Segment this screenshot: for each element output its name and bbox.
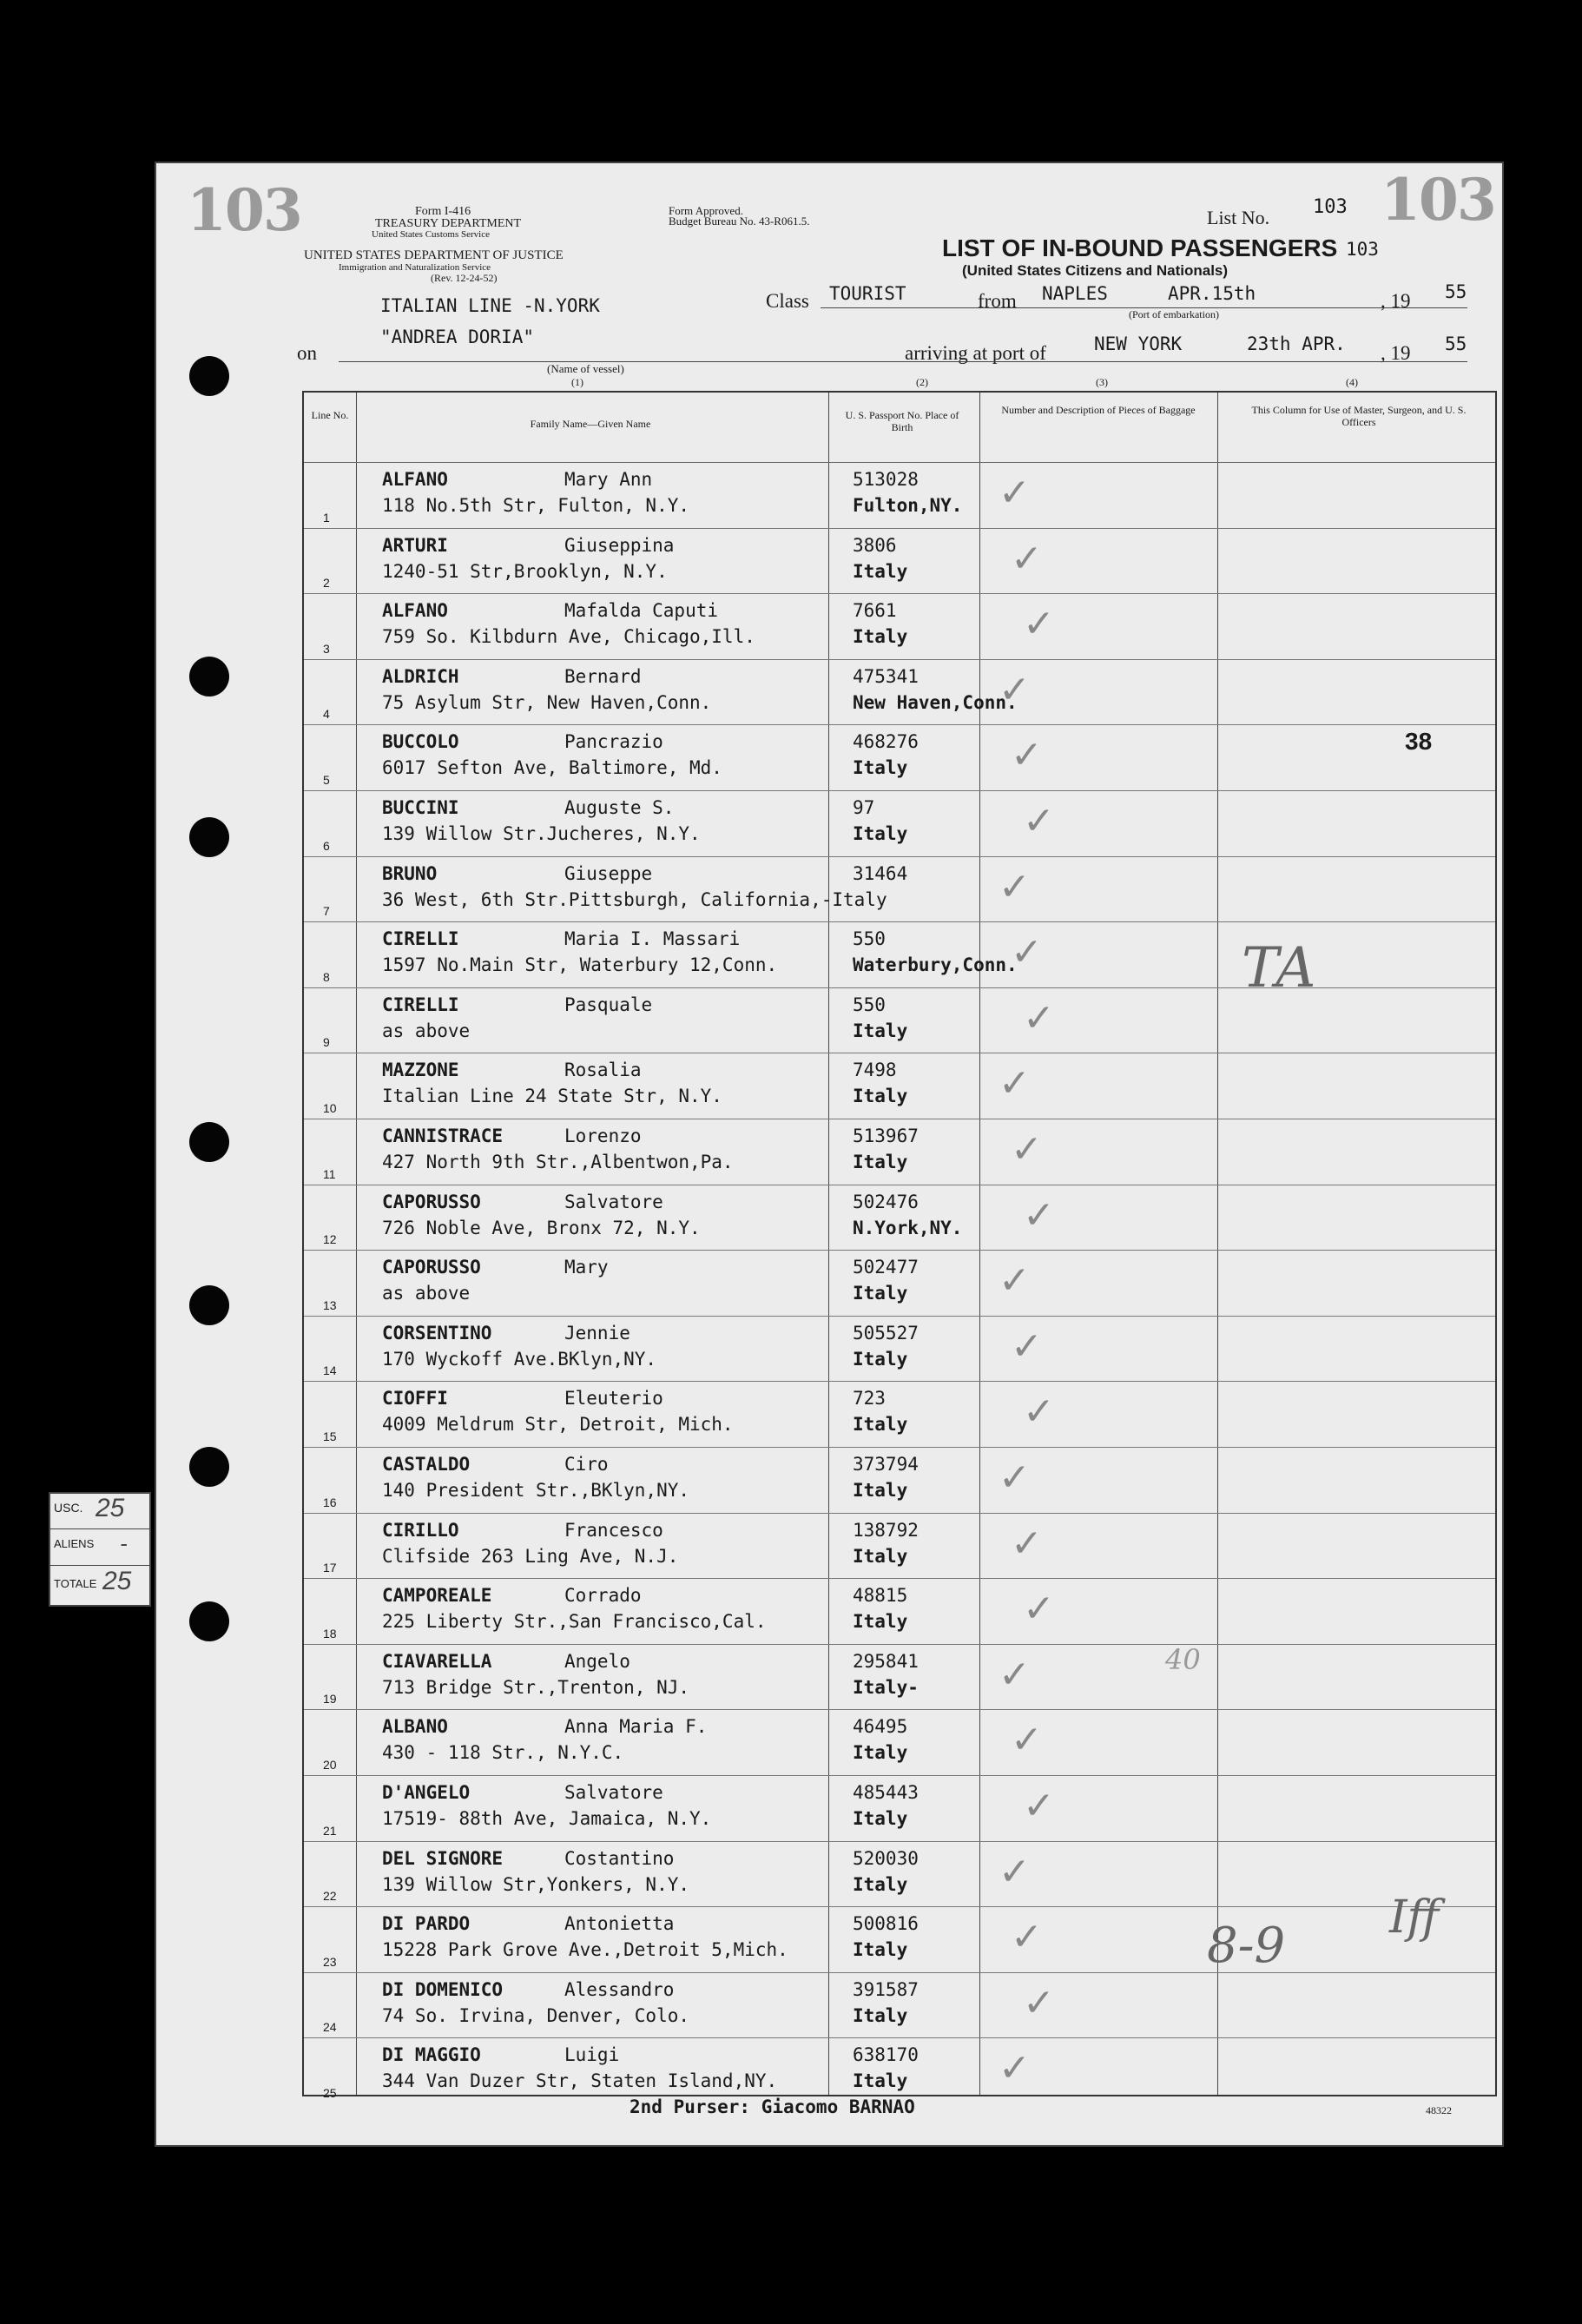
check-mark-icon: ✓: [999, 1258, 1031, 1304]
passport-number: 31464: [853, 862, 908, 884]
passport-number: 520030: [853, 1847, 919, 1869]
family-name: CIAVARELLA: [382, 1650, 492, 1672]
check-mark-icon: ✓: [1011, 733, 1043, 778]
family-name: MAZZONE: [382, 1060, 459, 1081]
place-of-birth: Italy: [853, 2004, 908, 2026]
table-row: [304, 1185, 1495, 1251]
passport-number: 475341: [853, 665, 919, 687]
check-mark-icon: ✓: [1023, 1980, 1055, 2025]
table-row: [304, 1447, 1495, 1514]
passport-number: 373794: [853, 1454, 919, 1475]
family-name: BUCCOLO: [382, 731, 459, 753]
line-number: 21: [323, 1823, 337, 1838]
on-label: on: [297, 342, 317, 364]
line-number: 18: [323, 1626, 337, 1641]
family-name: ARTURI: [382, 534, 448, 556]
line-number: 24: [323, 2020, 337, 2035]
address: as above: [382, 1020, 471, 1041]
line-number: 23: [323, 1954, 337, 1969]
address: 75 Asylum Str, New Haven,Conn.: [382, 691, 712, 713]
passport-number: 97: [853, 797, 875, 818]
check-mark-icon: ✓: [999, 864, 1031, 909]
dept-treasury-sub: United States Customs Service: [372, 229, 490, 240]
line-number: 13: [323, 1297, 337, 1312]
table-row: [304, 921, 1495, 988]
check-mark-icon: ✓: [999, 2046, 1031, 2091]
arrival-underline: [339, 361, 1467, 362]
embark-caption: (Port of embarkation): [1129, 308, 1219, 320]
passport-number: 295841: [853, 1650, 919, 1672]
family-name: DI PARDO: [382, 1913, 471, 1935]
place-of-birth: Fulton,NY.: [853, 495, 963, 516]
place-of-birth: Waterbury,Conn.: [853, 954, 1018, 976]
address: 15228 Park Grove Ave.,Detroit 5,Mich.: [382, 1939, 788, 1961]
table-row: [304, 1709, 1495, 1776]
side-number-annotation: 40: [1165, 1643, 1201, 1676]
travel-class: TOURIST: [829, 283, 906, 304]
arrival-date: 23th APR.: [1247, 333, 1346, 354]
given-name: Francesco: [564, 1519, 663, 1541]
line-number: 12: [323, 1232, 337, 1247]
check-mark-icon: ✓: [999, 1061, 1031, 1106]
from-date: APR.15th: [1168, 283, 1256, 304]
family-name: CANNISTRACE: [382, 1126, 504, 1146]
family-name: CAPORUSSO: [382, 1191, 481, 1212]
place-of-birth: Italy: [853, 757, 908, 779]
check-mark-icon: ✓: [999, 1849, 1031, 1894]
given-name: Alessandro: [564, 1978, 675, 2000]
table-row: [304, 528, 1495, 595]
place-of-birth: Italy: [853, 823, 908, 844]
family-name: CAPORUSSO: [382, 1257, 481, 1278]
passenger-rows: [304, 462, 1495, 2100]
address: 344 Van Duzer Str, Staten Island,NY.: [382, 2070, 778, 2092]
line-number: 1: [323, 510, 330, 525]
address: 139 Willow Str,Yonkers, N.Y.: [382, 1873, 690, 1895]
form-revision: (Rev. 12-24-52): [431, 272, 498, 284]
line-number: 5: [323, 772, 330, 787]
passenger-table: [302, 391, 1497, 2100]
purser-line: 2nd Purser: Giacomo BARNAO: [630, 2096, 915, 2117]
check-mark-icon: ✓: [1011, 536, 1043, 581]
family-name: DI DOMENICO: [382, 1978, 504, 2000]
tally-box: [49, 1492, 151, 1607]
place-of-birth: Italy: [853, 1611, 908, 1633]
vessel-name: "ANDREA DORIA": [380, 327, 535, 347]
address: 713 Bridge Str.,Trenton, NJ.: [382, 1676, 690, 1698]
place-of-birth: Italy: [853, 1152, 908, 1172]
given-name: Maria I. Massari: [564, 928, 741, 950]
vessel-caption: (Name of vessel): [547, 362, 624, 375]
given-name: Pancrazio: [564, 731, 663, 753]
given-name: Luigi: [564, 2044, 620, 2066]
from-label: from: [978, 290, 1017, 312]
check-mark-icon: ✓: [1011, 1915, 1043, 1960]
line-number: 14: [323, 1363, 337, 1378]
budget-bureau: Budget Bureau No. 43-R061.5.: [669, 215, 810, 228]
address: Italian Line 24 State Str, N.Y.: [382, 1086, 722, 1107]
col-header-line-no: Line No.: [311, 409, 349, 421]
family-name: ALFANO: [382, 469, 448, 490]
given-name: Pasquale: [564, 994, 653, 1015]
place-of-birth: Italy-: [853, 1676, 919, 1698]
address: 430 - 118 Str., N.Y.C.: [382, 1742, 624, 1764]
tally-divider: [50, 1565, 149, 1566]
table-row: [304, 462, 1495, 529]
check-mark-icon: ✓: [1023, 1390, 1055, 1435]
page-stamp-left: 103: [187, 176, 301, 244]
check-mark-icon: ✓: [1011, 1718, 1043, 1763]
binder-hole: [189, 1601, 229, 1641]
address: 118 No.5th Str, Fulton, N.Y.: [382, 495, 690, 516]
table-row: [304, 1775, 1495, 1842]
line-number: 22: [323, 1889, 337, 1904]
passport-number: 502476: [853, 1191, 919, 1212]
place-of-birth: New Haven,Conn.: [853, 691, 1018, 713]
given-name: Antonietta: [564, 1913, 675, 1935]
signature-annotation: Iff: [1389, 1892, 1440, 1944]
address: 1240-51 Str,Brooklyn, N.Y.: [382, 560, 668, 582]
vessel-caption-num: (1): [571, 376, 583, 388]
arriving-label: arriving at port of: [905, 342, 1046, 364]
address: 17519- 88th Ave, Jamaica, N.Y.: [382, 1808, 712, 1829]
family-name: CASTALDO: [382, 1454, 471, 1475]
given-name: Mafalda Caputi: [564, 600, 719, 622]
address: 139 Willow Str.Jucheres, N.Y.: [382, 823, 701, 844]
binder-hole: [189, 1447, 229, 1487]
address: 36 West, 6th Str.Pittsburgh, California,-Italy: [382, 888, 887, 910]
place-of-birth: Italy: [853, 1742, 908, 1764]
address: Clifside 263 Ling Ave, N.J.: [382, 1545, 679, 1567]
given-name: Rosalia: [564, 1060, 642, 1081]
page-marks-annotation: 8-9: [1207, 1918, 1286, 1974]
table-row: [304, 1841, 1495, 1908]
table-row: [304, 593, 1495, 660]
check-mark-icon: ✓: [999, 667, 1031, 712]
family-name: DI MAGGIO: [382, 2044, 481, 2066]
check-mark-icon: ✓: [1023, 1587, 1055, 1632]
address: 140 President Str.,BKlyn,NY.: [382, 1480, 690, 1501]
passport-col-num: (2): [916, 376, 928, 388]
passport-number: 502477: [853, 1257, 919, 1278]
address: 4009 Meldrum Str, Detroit, Mich.: [382, 1414, 734, 1436]
from-year-prefix: , 19: [1381, 290, 1411, 312]
place-of-birth: N.York,NY.: [853, 1217, 963, 1238]
usc-count: 25: [96, 1494, 125, 1522]
place-of-birth: Italy: [853, 1545, 908, 1567]
binder-hole: [189, 1285, 229, 1325]
family-name: CIRELLI: [382, 928, 459, 950]
list-number: 103: [1313, 196, 1348, 218]
list-label: List No.: [1207, 207, 1270, 228]
passport-number: 638170: [853, 2044, 919, 2066]
binder-hole: [189, 657, 229, 697]
place-of-birth: Italy: [853, 1939, 908, 1961]
dept-treasury: TREASURY DEPARTMENT: [375, 217, 522, 230]
line-number: 3: [323, 641, 330, 656]
place-of-birth: Italy: [853, 1020, 908, 1041]
address: 74 So. Irvina, Denver, Colo.: [382, 2004, 690, 2026]
check-mark-icon: ✓: [1023, 1784, 1055, 1828]
place-of-birth: Italy: [853, 626, 908, 648]
form-subtitle: (United States Citizens and Nationals): [962, 262, 1229, 279]
line-number: 19: [323, 1692, 337, 1707]
place-of-birth: Italy: [853, 560, 908, 582]
table-row: [304, 1053, 1495, 1119]
initials-annotation: TA: [1242, 936, 1316, 1000]
table-row: [304, 724, 1495, 791]
given-name: Giuseppe: [564, 862, 653, 884]
table-row: [304, 1906, 1495, 1973]
total-count: 25: [102, 1567, 132, 1595]
given-name: Angelo: [564, 1650, 630, 1672]
family-name: ALBANO: [382, 1716, 448, 1738]
officers-col-num: (4): [1346, 376, 1358, 388]
family-name: ALFANO: [382, 600, 448, 622]
given-name: Salvatore: [564, 1782, 663, 1803]
given-name: Ciro: [564, 1454, 609, 1475]
place-of-birth: Italy: [853, 1414, 908, 1436]
count-annotation: 38: [1405, 728, 1433, 755]
given-name: Costantino: [564, 1847, 675, 1869]
line-number: 2: [323, 576, 330, 591]
table-row: [304, 1972, 1495, 2039]
place-of-birth: Italy: [853, 1480, 908, 1501]
usc-label: USC.: [54, 1501, 83, 1515]
line-number: 17: [323, 1561, 337, 1575]
check-mark-icon: ✓: [1023, 995, 1055, 1040]
check-mark-icon: ✓: [1011, 930, 1043, 975]
address: 225 Liberty Str.,San Francisco,Cal.: [382, 1611, 767, 1633]
tally-divider: [50, 1528, 149, 1529]
place-of-birth: Italy: [853, 1348, 908, 1370]
line-number: 11: [323, 1166, 336, 1181]
given-name: Jennie: [564, 1322, 630, 1344]
col-header-officers: This Column for Use of Master, Surgeon, and U. S. Officers: [1251, 404, 1467, 428]
family-name: ALDRICH: [382, 665, 459, 687]
baggage-col-num: (3): [1096, 376, 1108, 388]
check-mark-icon: ✓: [999, 1456, 1031, 1500]
from-year: 55: [1445, 281, 1467, 302]
check-mark-icon: ✓: [1011, 1324, 1043, 1369]
form-code: 48322: [1426, 2104, 1452, 2116]
document-page: [156, 163, 1502, 2145]
form-approved: Form Approved.: [669, 204, 743, 217]
family-name: CAMPOREALE: [382, 1585, 492, 1607]
line-number: 20: [323, 1757, 337, 1772]
table-row: [304, 1250, 1495, 1317]
dept-justice: UNITED STATES DEPARTMENT OF JUSTICE: [304, 248, 564, 262]
place-of-birth: Italy: [853, 1086, 908, 1107]
family-name: BRUNO: [382, 862, 438, 884]
binder-hole: [189, 1122, 229, 1162]
binder-hole: [189, 356, 229, 396]
table-row: [304, 987, 1495, 1054]
given-name: Mary Ann: [564, 469, 653, 490]
line-number: 16: [323, 1495, 337, 1509]
family-name: BUCCINI: [382, 797, 459, 818]
passport-number: 550: [853, 928, 886, 950]
line-number: 8: [323, 969, 330, 984]
col-header-name: Family Name—Given Name: [530, 418, 651, 430]
check-mark-icon: ✓: [999, 1652, 1031, 1697]
line-number: 10: [323, 1100, 337, 1115]
passport-number: 3806: [853, 534, 897, 556]
passport-number: 46495: [853, 1716, 908, 1738]
family-name: CIOFFI: [382, 1388, 448, 1410]
arrival-year-prefix: , 19: [1381, 342, 1411, 364]
passport-number: 468276: [853, 731, 919, 753]
family-name: D'ANGELO: [382, 1782, 471, 1803]
line-number: 9: [323, 1035, 330, 1050]
address: 726 Noble Ave, Bronx 72, N.Y.: [382, 1217, 701, 1238]
place-of-birth: Italy: [853, 1873, 908, 1895]
passport-number: 391587: [853, 1978, 919, 2000]
table-row: [304, 1513, 1495, 1580]
family-name: CIRILLO: [382, 1519, 459, 1541]
passport-number: 7661: [853, 600, 897, 622]
address: as above: [382, 1283, 471, 1304]
passport-number: 723: [853, 1388, 886, 1410]
check-mark-icon: ✓: [1023, 602, 1055, 647]
given-name: Anna Maria F.: [564, 1716, 708, 1738]
passport-number: 505527: [853, 1322, 919, 1344]
family-name: CORSENTINO: [382, 1322, 492, 1344]
place-of-birth: Italy: [853, 2070, 908, 2092]
table-row: [304, 1119, 1495, 1185]
binder-hole: [189, 817, 229, 857]
given-name: Eleuterio: [564, 1388, 663, 1410]
family-name: DEL SIGNORE: [382, 1847, 504, 1869]
given-name: Mary: [564, 1257, 609, 1278]
passport-number: 550: [853, 994, 886, 1015]
passport-number: 513967: [853, 1126, 919, 1146]
shipping-line: ITALIAN LINE -N.YORK: [380, 295, 600, 316]
check-mark-icon: ✓: [1023, 1192, 1055, 1238]
place-of-birth: Italy: [853, 1808, 908, 1829]
form-number: Form I-416: [415, 205, 471, 218]
dept-justice-sub: Immigration and Naturalization Service: [339, 262, 491, 273]
from-port: NAPLES: [1042, 283, 1108, 304]
class-label: Class: [766, 290, 809, 312]
passport-number: 138792: [853, 1519, 919, 1541]
aliens-count: -: [120, 1530, 128, 1556]
given-name: Auguste S.: [564, 797, 675, 818]
passport-number: 500816: [853, 1913, 919, 1935]
form-title: LIST OF IN-BOUND PASSENGERS: [942, 234, 1338, 261]
arrival-port: NEW YORK: [1094, 333, 1183, 354]
passport-number: 485443: [853, 1782, 919, 1803]
col-header-passport: U. S. Passport No. Place of Birth: [845, 409, 959, 433]
place-of-birth: Italy: [853, 1283, 908, 1304]
address: 427 North 9th Str.,Albentwon,Pa.: [382, 1152, 734, 1172]
address: 170 Wyckoff Ave.BKlyn,NY.: [382, 1348, 657, 1370]
address: 1597 No.Main Str, Waterbury 12,Conn.: [382, 954, 778, 976]
line-number: 7: [323, 904, 330, 919]
address: 759 So. Kilbdurn Ave, Chicago,Ill.: [382, 626, 755, 648]
given-name: Bernard: [564, 665, 642, 687]
list-number-2: 103: [1346, 239, 1379, 260]
check-mark-icon: ✓: [1023, 799, 1055, 843]
check-mark-icon: ✓: [1011, 1127, 1043, 1172]
aliens-label: ALIENS: [54, 1537, 95, 1550]
arrival-year: 55: [1445, 333, 1467, 354]
given-name: Lorenzo: [564, 1126, 642, 1146]
passport-number: 513028: [853, 469, 919, 490]
check-mark-icon: ✓: [999, 471, 1031, 515]
table-row: [304, 856, 1495, 923]
passport-number: 48815: [853, 1585, 908, 1607]
line-number: 15: [323, 1429, 337, 1443]
table-row: [304, 1316, 1495, 1383]
table-row: [304, 1578, 1495, 1645]
given-name: Salvatore: [564, 1191, 663, 1212]
family-name: CIRELLI: [382, 994, 459, 1015]
address: 6017 Sefton Ave, Baltimore, Md.: [382, 757, 722, 779]
col-header-baggage: Number and Description of Pieces of Baggage: [1001, 404, 1196, 416]
given-name: Corrado: [564, 1585, 642, 1607]
line-number: 25: [323, 2085, 337, 2100]
table-row: [304, 790, 1495, 857]
check-mark-icon: ✓: [1011, 1521, 1043, 1566]
line-number: 4: [323, 707, 330, 722]
passport-number: 7498: [853, 1060, 897, 1081]
given-name: Giuseppina: [564, 534, 675, 556]
page-stamp-right: 103: [1381, 166, 1495, 234]
table-row: [304, 659, 1495, 726]
table-row: [304, 1381, 1495, 1448]
table-row: [304, 1644, 1495, 1711]
table-row: [304, 2037, 1495, 2103]
total-label: TOTALE: [54, 1577, 97, 1590]
line-number: 6: [323, 838, 330, 853]
